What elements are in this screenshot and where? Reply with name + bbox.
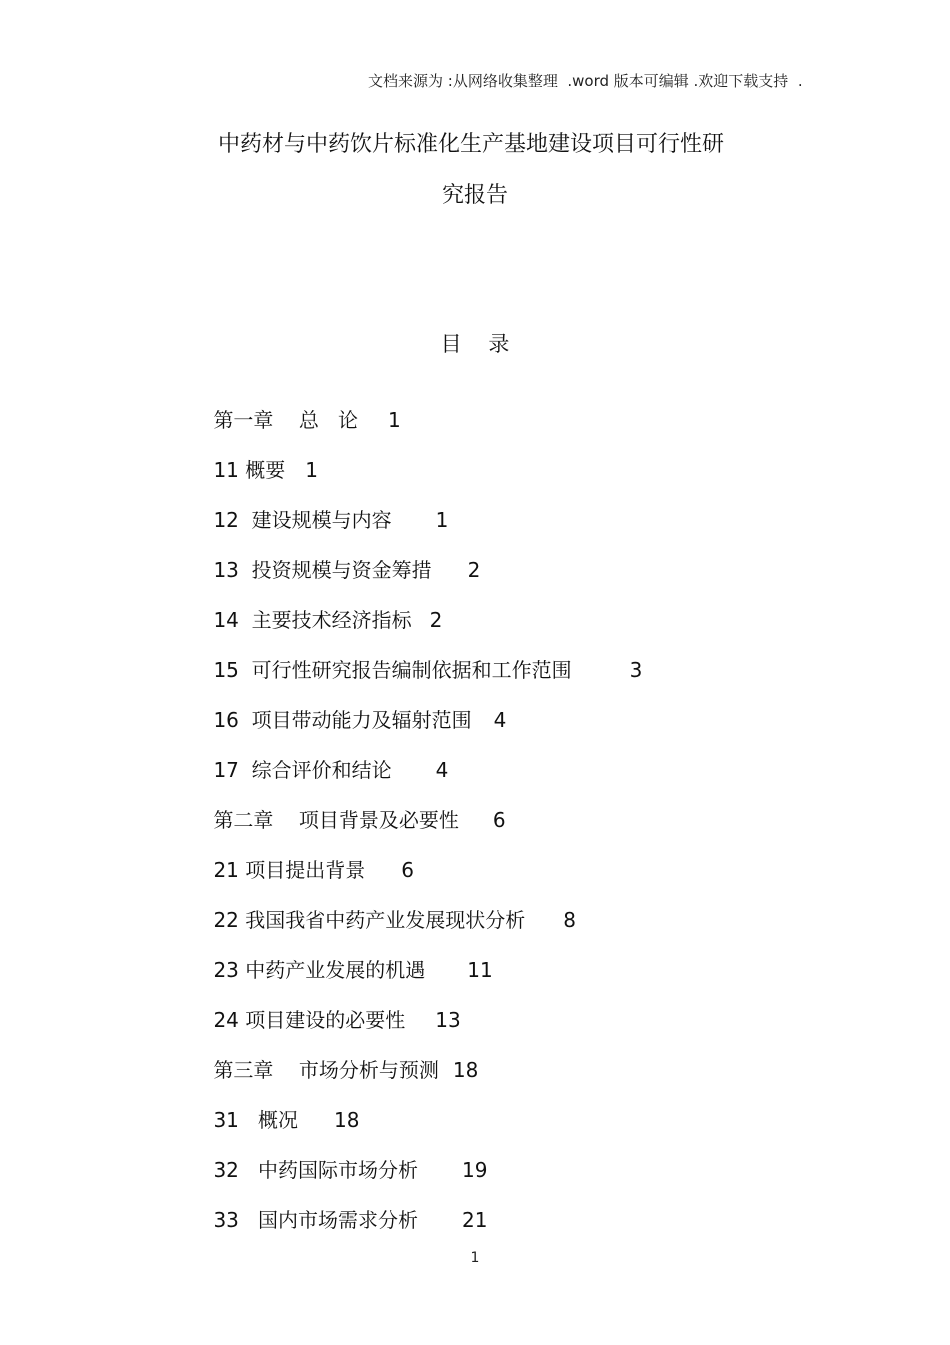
toc-entry-page: 6 [492,808,506,832]
toc-entry-chapter-1[interactable] [188,375,642,432]
toc-entry-page: 4 [435,758,449,782]
toc-entry-page: 4 [493,708,507,732]
toc-entry-label: 21 项目提出背景 [213,858,366,882]
toc-entry-page: 18 [333,1108,360,1132]
toc-entry-label: 15 可行性研究报告编制依据和工作范围 [213,658,572,682]
toc-list [188,375,643,1232]
toc-entry-page: 13 [435,1008,461,1032]
toc-entry-page: 1 [387,408,401,432]
toc-entry-label: 12 建设规模与内容 [213,508,392,532]
toc-entry-page: 21 [461,1208,488,1232]
toc-entry-page: 2 [467,558,481,582]
toc-entry-label: 31 概况 [213,1108,298,1132]
toc-entry-label: 14 主要技术经济指标 [213,608,412,632]
document-title-line-2: 究报告 [441,183,508,208]
toc-entry-page: 2 [429,608,443,632]
toc-entry-label: 33 国内市场需求分析 [213,1208,418,1232]
toc-entry-page: 11 [467,958,493,982]
toc-entry-page: 19 [461,1158,488,1182]
toc-entry-label: 16 项目带动能力及辐射范围 [213,708,472,732]
toc-entry-page: 3 [629,658,643,682]
toc-entry-label: 24 项目建设的必要性 [213,1008,406,1032]
page-number: 1 [470,1250,480,1266]
toc-entry-label: 11 概要 [213,458,286,482]
toc-entry-label: 17 综合评价和结论 [213,758,392,782]
toc-entry-label: 第二章 项目背景及必要性 [213,808,459,832]
toc-entry-page: 8 [563,908,576,932]
toc-entry-label: 13 投资规模与资金筹措 [213,558,432,582]
toc-entry-label: 22 我国我省中药产业发展现状分析 [213,908,526,932]
toc-entry-page: 6 [401,858,414,882]
document-title-line-1: 中药材与中药饮片标准化生产基地建设项目可行性研 [217,132,724,157]
toc-entry-page: 1 [305,458,318,482]
toc-entry-page: 1 [435,508,449,532]
toc-entry-label: 第一章 总 论 [213,408,358,432]
toc-entry-label: 23 中药产业发展的机遇 [213,958,426,982]
toc-entry-page: 18 [452,1058,479,1082]
toc-entry-label: 第三章 市场分析与预测 [213,1058,439,1082]
header-note: 文档来源为 :从网络收集整理 .word 版本可编辑 .欢迎下载支持 . [368,72,803,90]
toc-heading: 目 录 [440,332,510,356]
toc-entry-label: 32 中药国际市场分析 [213,1158,418,1182]
